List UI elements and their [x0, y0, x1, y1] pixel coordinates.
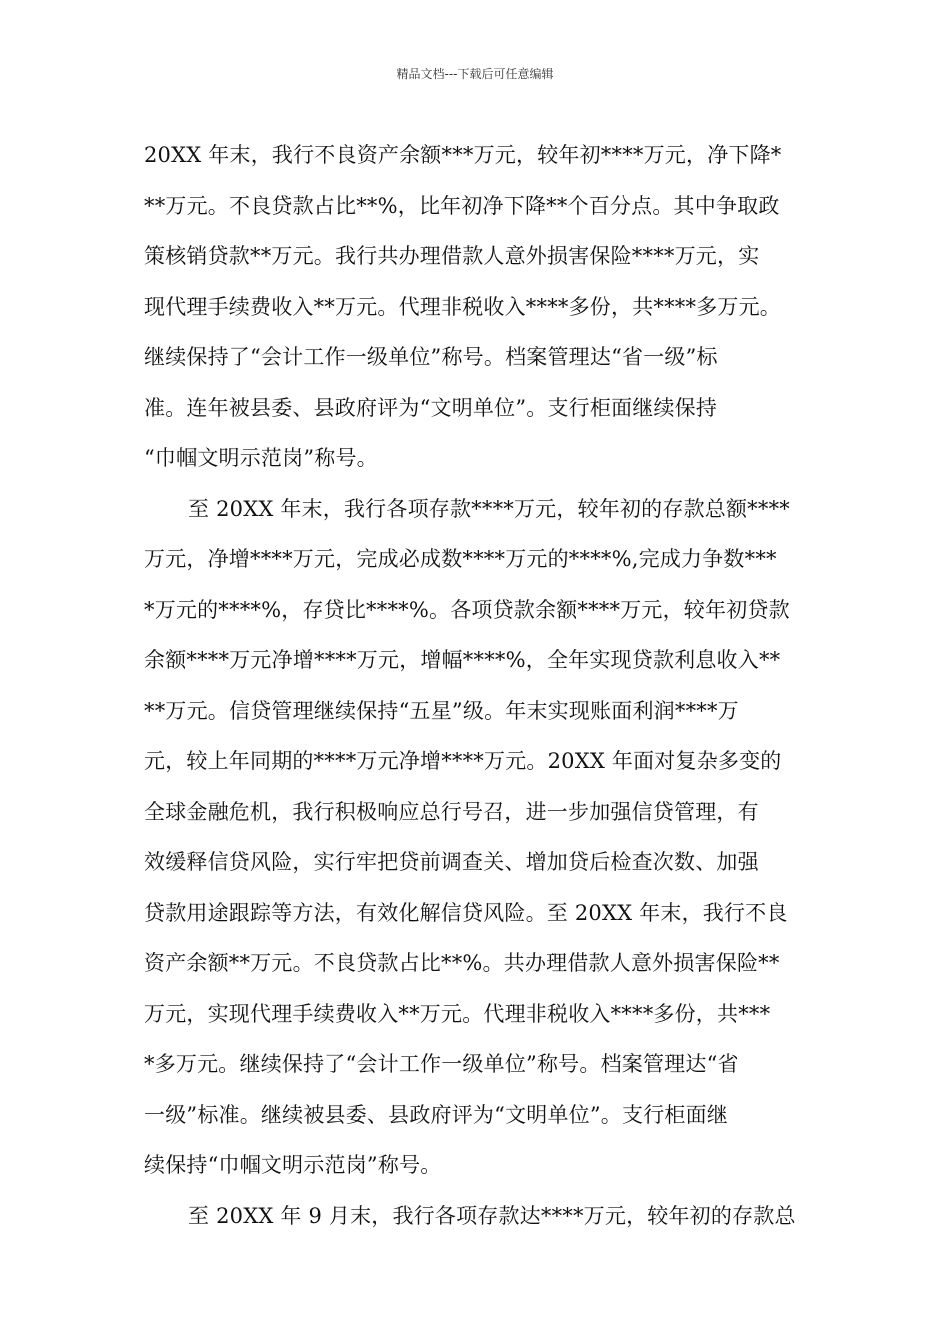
text-line-first: 至 20XX 年 9 月末，我行各项存款达****万元，较年初的存款总: [188, 1203, 796, 1228]
text-line: 万元，实现代理手续费收入**万元。代理非税收入****多份，共***: [144, 1001, 771, 1026]
text-line: 全球金融危机，我行积极响应总行号召，进一步加强信贷管理，有: [144, 799, 759, 824]
text-line: “巾帼文明示范岗”称号。: [144, 446, 378, 470]
text-line: 续保持“巾帼文明示范岗”称号。: [144, 1153, 442, 1177]
text-line: 元，较上年同期的****万元净增****万元。20XX 年面对复杂多变的: [144, 749, 782, 773]
paragraph-1: [144, 130, 824, 484]
text-line: 效缓释信贷风险，实行牢把贷前调查关、增加贷后检查次数、加强: [144, 850, 759, 874]
page-header: 精品文档---下载后可任意编辑: [396, 67, 554, 81]
text-line: 余额****万元净增****万元，增幅****%，全年实现贷款利息收入**: [144, 648, 781, 672]
text-line: 贷款用途跟踪等方法，有效化解信贷风险。至 20XX 年末，我行不良: [144, 900, 788, 925]
text-line: 万元，净增****万元，完成必成数****万元的****%,完成力争数***: [144, 547, 777, 571]
text-line: *万元的****%，存贷比****%。各项贷款余额****万元，较年初贷款: [144, 597, 790, 622]
text-line: **万元。不良贷款占比**%，比年初净下降**个百分点。其中争取政: [144, 193, 780, 218]
paragraph-3: [144, 1191, 824, 1242]
text-line: 准。连年被县委、县政府评为“文明单位”。支行柜面继续保持: [144, 395, 718, 420]
text-line: 现代理手续费收入**万元。代理非税收入****多份，共****多万元。: [144, 294, 781, 319]
text-line: 资产余额**万元。不良贷款占比**%。共办理借款人意外损害保险**: [144, 951, 780, 975]
text-line: 继续保持了“会计工作一级单位”称号。档案管理达“省一级”标: [144, 345, 718, 369]
text-line: 策核销贷款**万元。我行共办理借款人意外损害保险****万元，实: [144, 244, 760, 268]
text-line: 20XX 年末，我行不良资产余额***万元，较年初****万元，净下降*: [144, 143, 782, 167]
text-line: **万元。信贷管理继续保持“五星”级。年末实现账面利润****万: [144, 698, 739, 723]
text-line: 一级”标准。继续被县委、县政府评为“文明单位”。支行柜面继: [144, 1102, 729, 1127]
document-body: [144, 130, 824, 1241]
text-line-first: 至 20XX 年末，我行各项存款****万元，较年初的存款总额****: [188, 496, 790, 521]
text-line: *多万元。继续保持了“会计工作一级单位”称号。档案管理达“省: [144, 1052, 739, 1076]
paragraph-2: [144, 484, 824, 1191]
